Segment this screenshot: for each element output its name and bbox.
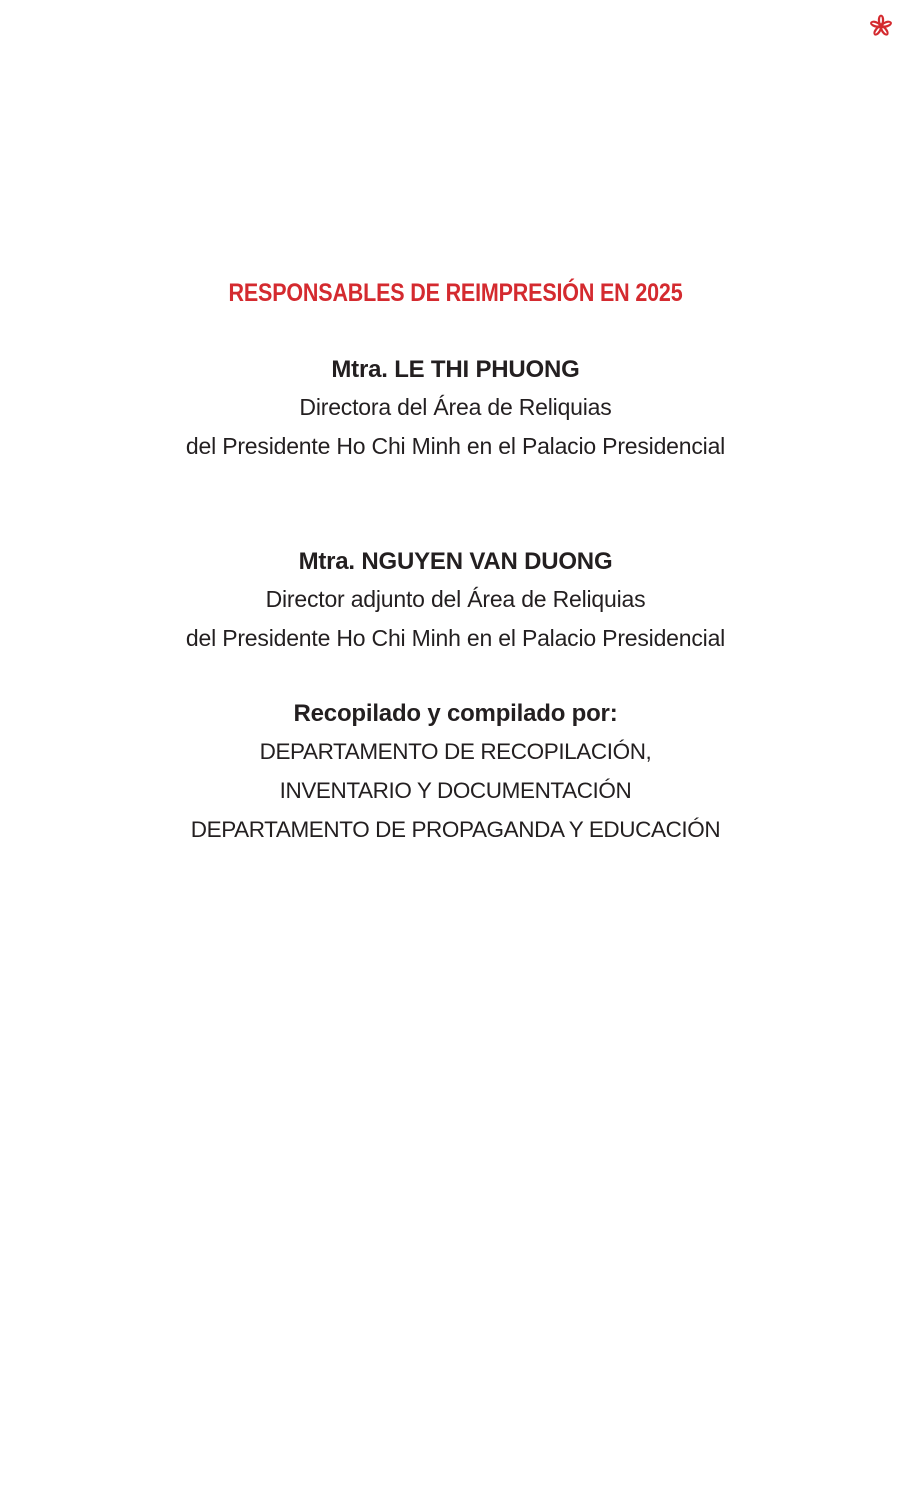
person-title-line: del Presidente Ho Chi Minh en el Palacio Presidencial [185,433,726,459]
person-name: Mtra. NGUYEN VAN DUONG [298,548,613,575]
person-block-1 [0,352,911,466]
compiled-by-block [0,696,911,849]
reprint-heading: RESPONSABLES DE REIMPRESIÓN EN 2025 [228,279,683,307]
department-line: DEPARTAMENTO DE PROPAGANDA Y EDUCACIÓN [190,817,721,842]
person-block-2 [0,544,911,658]
red-flower-emblem-icon [869,14,893,38]
person-name: Mtra. LE THI PHUONG [331,356,580,383]
person-title-line: Director adjunto del Área de Reliquias [265,586,646,612]
person-title-line: del Presidente Ho Chi Minh en el Palacio Presidencial [185,625,726,651]
compiled-by-label: Recopilado y compilado por: [293,700,618,727]
person-title-line: Directora del Área de Reliquias [299,394,612,420]
department-line: INVENTARIO Y DOCUMENTACIÓN [279,778,632,803]
department-line: DEPARTAMENTO DE RECOPILACIÓN, [259,739,652,764]
credits-page [0,276,911,849]
